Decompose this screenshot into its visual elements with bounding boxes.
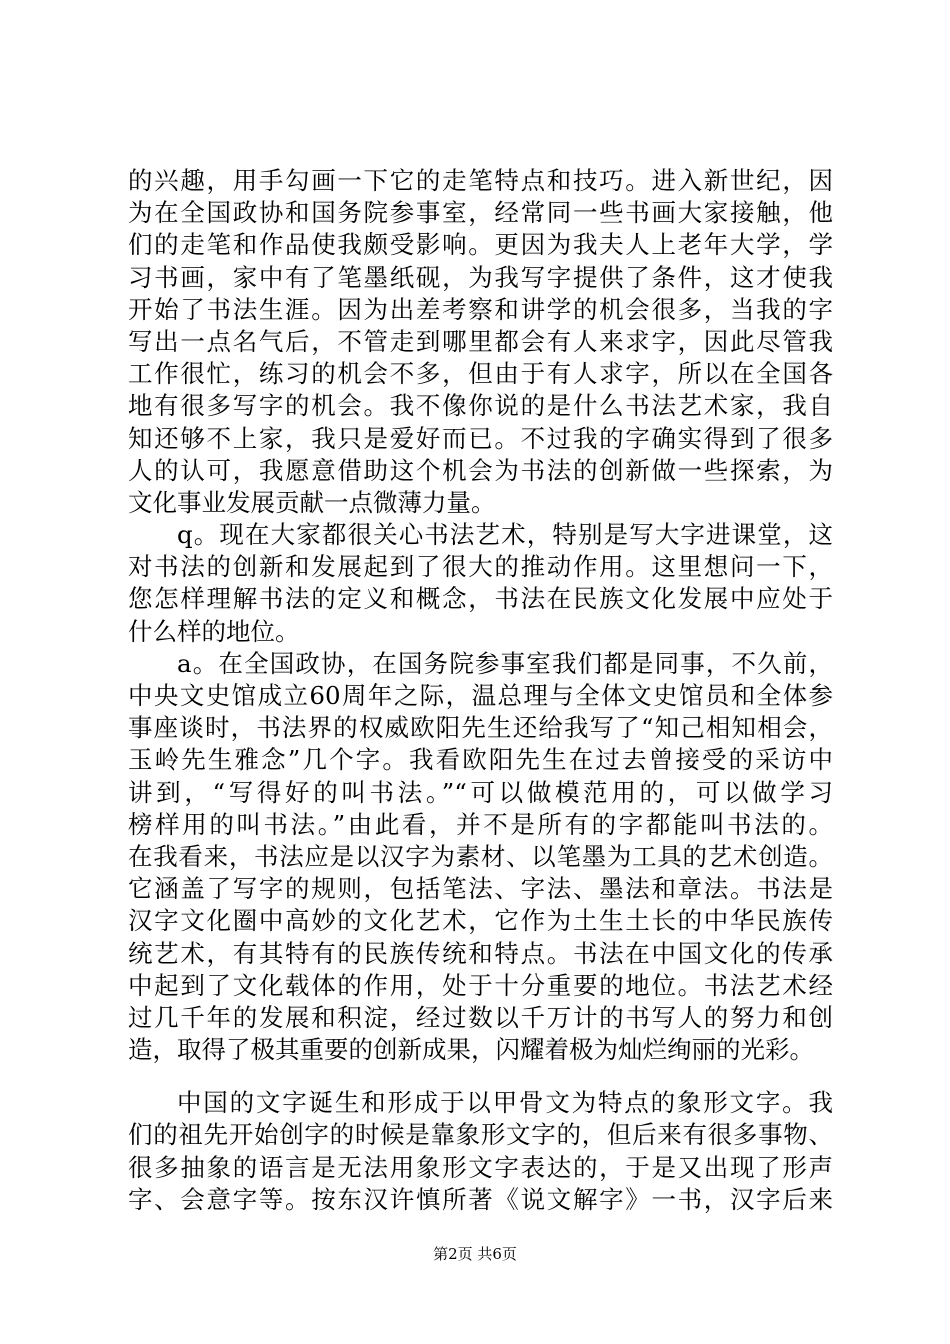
- paragraph-gap: [128, 1066, 833, 1087]
- text-line: 们的走笔和作品使我颇受影响。更因为我夫人上老年大学，学: [128, 230, 833, 260]
- text-line: 工作很忙，练习的机会不多，但由于有人求字，所以在全国各: [128, 359, 833, 389]
- text-line: 人的认可，我愿意借助这个机会为书法的创新做一些探索，为: [128, 455, 833, 485]
- text-line: 很多抽象的语言是无法用象形文字表达的，于是又出现了形声: [128, 1152, 833, 1182]
- text-line: 事座谈时，书法界的权威欧阳先生还给我写了“知己相知相会，: [128, 713, 833, 743]
- text-line: 汉字文化圈中高妙的文化艺术，它作为土生土长的中华民族传: [128, 906, 833, 936]
- text-line: 造，取得了极其重要的创新成果，闪耀着极为灿烂绚丽的光彩。: [128, 1035, 814, 1065]
- text-line: 讲到，“写得好的叫书法。”“可以做模范用的，可以做学习: [128, 777, 833, 807]
- paragraph-3: [128, 648, 833, 1066]
- text-line: 您怎样理解书法的定义和概念，书法在民族文化发展中应处于: [128, 584, 833, 614]
- text-line: 中起到了文化载体的作用，处于十分重要的地位。书法艺术经: [128, 970, 833, 1000]
- text-line: 们的祖先开始创字的时候是靠象形文字的，但后来有很多事物、: [128, 1120, 833, 1150]
- text-line: q。现在大家都很关心书法艺术，特别是写大字进课堂，这: [177, 520, 833, 550]
- text-line: 习书画，家中有了笔墨纸砚，为我写字提供了条件，这才使我: [128, 262, 833, 292]
- text-line: 的兴趣，用手勾画一下它的走笔特点和技巧。进入新世纪，因: [128, 166, 833, 195]
- document-body: [128, 165, 833, 1216]
- text-line: 字、会意字等。按东汉许慎所著《说文解字》一书，汉字后来: [128, 1184, 833, 1214]
- text-line: 对书法的创新和发展起到了很大的推动作用。这里想问一下，: [128, 552, 833, 582]
- text-line: 写出一点名气后，不管走到哪里都会有人来求字，因此尽管我: [128, 326, 833, 356]
- paragraph-2: [128, 519, 833, 648]
- text-line: 什么样的地位。: [128, 616, 300, 646]
- text-line: 它涵盖了写字的规则，包括笔法、字法、墨法和章法。书法是: [128, 874, 833, 904]
- text-line: 开始了书法生涯。因为出差考察和讲学的机会很多，当我的字: [128, 294, 833, 324]
- text-line: 为在全国政协和国务院参事室，经常同一些书画大家接触，他: [128, 198, 833, 228]
- page-number-label: 第2页 共6页: [433, 1245, 517, 1263]
- text-line: 玉岭先生雅念”几个字。我看欧阳先生在过去曾接受的采访中: [128, 745, 833, 775]
- page-footer: [0, 1244, 950, 1264]
- paragraph-4: [128, 1087, 833, 1216]
- text-line: 地有很多写字的机会。我不像你说的是什么书法艺术家，我自: [128, 391, 833, 421]
- text-line: a。在全国政协，在国务院参事室我们都是同事，不久前，: [177, 648, 833, 678]
- text-line: 统艺术，有其特有的民族传统和特点。书法在中国文化的传承: [128, 938, 833, 968]
- text-line: 在我看来，书法应是以汉字为素材、以笔墨为工具的艺术创造。: [128, 841, 833, 871]
- text-line: 过几千年的发展和积淀，经过数以千万计的书写人的努力和创: [128, 1002, 833, 1032]
- text-line: 榜样用的叫书法。”由此看，并不是所有的字都能叫书法的。: [128, 809, 833, 839]
- text-line: 知还够不上家，我只是爱好而已。不过我的字确实得到了很多: [128, 423, 833, 453]
- paragraph-1: [128, 165, 833, 519]
- text-line: 中国的文字诞生和形成于以甲骨文为特点的象形文字。我: [177, 1088, 833, 1118]
- text-line: 中央文史馆成立60周年之际，温总理与全体文史馆员和全体参: [128, 681, 833, 710]
- text-line: 文化事业发展贡献一点微薄力量。: [128, 487, 496, 517]
